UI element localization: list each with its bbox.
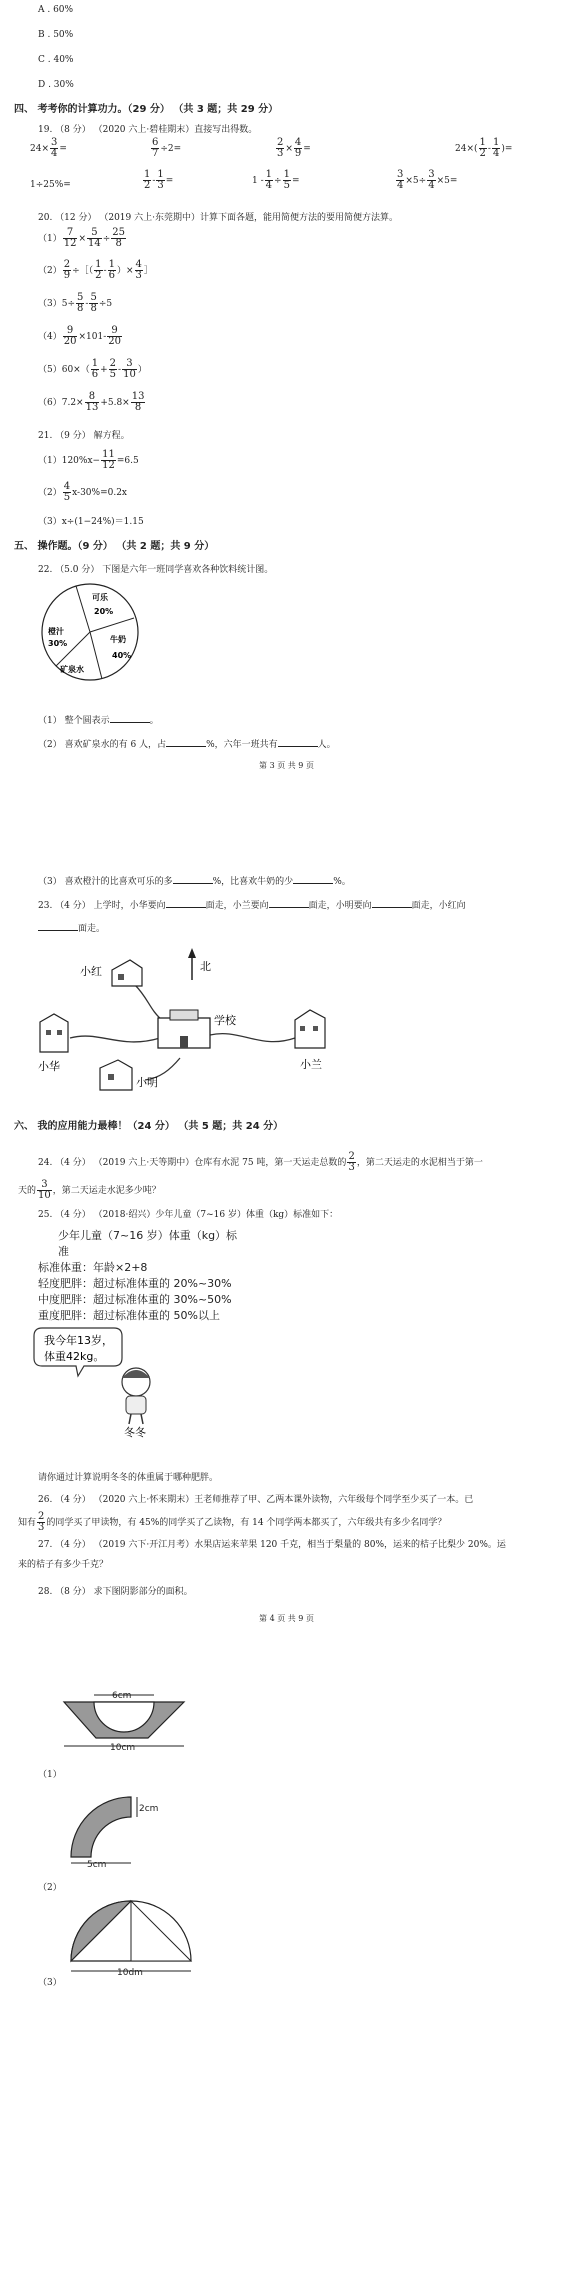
pie-label-milk: 牛奶: [110, 635, 126, 644]
figure-2-bottom-label: 5cm: [87, 1860, 107, 1870]
q21-item-3: （3）x÷(1−24%)＝1.15: [38, 517, 144, 527]
window: [300, 1026, 305, 1031]
section-6-title: 六、 我的应用能力最棒！（24 分） （共 5 题；共 24 分）: [14, 1121, 284, 1132]
q20-item-3: （3）5÷ $\frac{5}{8}$ - $\frac{5}{8}$ ÷5: [38, 292, 113, 314]
child-leg: [141, 1414, 143, 1424]
weight-table-row: 中度肥胖：超过标准体重的 30%~50%: [38, 1293, 232, 1306]
page-footer-4: 第 4 页 共 9 页: [259, 1614, 314, 1623]
q20-item-6: （6）7.2× $\frac{8}{13}$ +5.8× $\frac{13}{8}$: [38, 391, 145, 413]
bubble-line-1: 我今年13岁，: [44, 1334, 113, 1347]
pie-label-water: 矿泉水: [60, 665, 84, 674]
pie-label-cola-pct: 20%: [94, 607, 114, 616]
map-label-school: 学校: [214, 1014, 236, 1027]
q19-r1-a: 24× $\frac{3}{4}$ =: [30, 137, 67, 159]
q19-r2-d: $\frac{3}{4}$ ×5÷ $\frac{3}{4}$ ×5=: [397, 169, 458, 191]
q20-item-4: （4） $\frac{9}{20}$ ×101- $\frac{9}{20}$: [38, 325, 121, 347]
weight-table-row: 轻度肥胖：超过标准体重的 20%~30%: [38, 1277, 232, 1290]
q19-r1-d: 24×( $\frac{1}{2}$ - $\frac{1}{4}$ )=: [455, 137, 513, 159]
bubble-line-2: 体重42kg。: [44, 1350, 105, 1363]
pie-label-cola: 可乐: [92, 593, 108, 602]
figure-3-bottom-label: 10dm: [117, 1968, 143, 1978]
q26-line-2: 知有 $\frac{2}{3}$ 的同学买了甲读物，有 45%的同学买了乙读物，有 14 个同学两本都买了，六年级共有多少名同学？: [18, 1511, 447, 1533]
weight-table-row: 标准体重：年龄×2+8: [38, 1261, 148, 1274]
q20-item-2: （2） $\frac{2}{9}$ ÷［（ $\frac{1}{2}$ - $\frac{1}{6}$ ）× $\frac{4}{3}$ ］: [38, 259, 153, 281]
option-c: C . 40%: [38, 55, 74, 65]
child-leg: [129, 1414, 131, 1424]
figure-2-side-label: 2cm: [139, 1804, 159, 1814]
school-door: [180, 1036, 188, 1048]
window: [46, 1030, 51, 1035]
section-5-title: 五、 操作题。（9 分） （共 2 题；共 9 分）: [14, 541, 215, 552]
q20-item-5: （5）60×（ $\frac{1}{6}$ + $\frac{2}{5}$ - $\frac{3}{10}$ ）: [38, 358, 147, 380]
q23-line-2: 面走。: [38, 921, 105, 934]
window: [57, 1030, 62, 1035]
figure-1-label: （1）: [38, 1770, 62, 1780]
page-footer-3: 第 3 页 共 9 页: [259, 761, 314, 770]
q19-r2-a: 1÷25%=: [30, 180, 71, 190]
q26-line-1: 26. （4 分） （2020 六上·怀来期末）王老师推荐了甲、乙两本课外读物，六年级每个同学至少买了一本。已: [38, 1495, 474, 1505]
q22-sub-2: （2） 喜欢矿泉水的有 6 人，占 %，六年一班共有 人。: [38, 740, 336, 750]
q27-line-1: 27. （4 分） （2019 六下·开江月考）水果店运来苹果 120 千克，相当于梨量的 80%，运来的桔子比梨少 20%。运: [38, 1540, 506, 1550]
q19-r1-b: $\frac{6}{7}$ ÷2=: [152, 137, 182, 159]
child-name: 冬冬: [124, 1426, 146, 1439]
q21-item-1: （1）120%x− $\frac{11}{12}$ =6.5: [38, 449, 139, 471]
option-b: B . 50%: [38, 30, 74, 40]
q23-line-1: 23. （4 分） 上学时，小华要向 面走，小兰要向 面走，小明要向 面走，小红向: [38, 901, 466, 911]
weight-table-title: 少年儿童（7~16 岁）体重（kg）标准: [58, 1229, 238, 1258]
dongdong-illustration: [36, 1320, 196, 1440]
map-label-xiaoming: 小明: [136, 1076, 158, 1089]
figure-1-trapezoid: [60, 1690, 190, 1752]
road: [70, 1036, 160, 1042]
child-body: [126, 1396, 146, 1414]
q24-line-1: 24. （4 分） （2019 六上·天等期中）仓库有水泥 75 吨，第一天运走总数的 $\frac{2}{3}$ ，第二天运走的水泥相当于第一: [38, 1151, 483, 1173]
q21-item-2: （2） $\frac{4}{5}$ x-30%=0.2x: [38, 481, 128, 503]
weight-table-row: 重度肥胖：超过标准体重的 50%以上: [38, 1309, 220, 1322]
xiaohong-house: [112, 960, 142, 986]
school-map: [30, 940, 530, 1100]
map-label-xiaohong: 小红: [80, 965, 102, 978]
q22-head: 22. （5.0 分） 下图是六年一班同学喜欢各种饮料统计图。: [38, 565, 274, 575]
q27-line-2: 来的桔子有多少千克？: [18, 1560, 109, 1570]
figure-2-label: （2）: [38, 1883, 62, 1893]
q25-head: 25. （4 分） （2018·绍兴）少年儿童（7~16 岁）体重（kg）标准如下：: [38, 1210, 339, 1220]
weight-standard-table: [38, 1227, 238, 1323]
xiaohua-house: [40, 1014, 68, 1052]
q19-r2-b: $\frac{1}{2}$ - $\frac{1}{3}$ =: [144, 169, 174, 191]
option-a: A . 60%: [38, 5, 74, 15]
window: [313, 1026, 318, 1031]
beverage-pie-chart: [38, 580, 148, 690]
figure-2-quarter-ring: [65, 1787, 159, 1870]
xiaolan-house: [295, 1010, 325, 1048]
section-4-title: 四、 考考你的计算功力。（29 分） （共 3 题；共 29 分）: [14, 104, 279, 115]
figure-1-top-label: 6cm: [112, 1691, 132, 1701]
north-arrowhead-icon: [188, 948, 196, 958]
pie-label-juice: 橙汁: [48, 627, 64, 636]
window: [108, 1074, 114, 1080]
xiaoming-house: [100, 1060, 132, 1090]
map-label-xiaolan: 小兰: [300, 1058, 322, 1071]
pie-label-milk-pct: 40%: [112, 651, 132, 660]
q25-ask: 请你通过计算说明冬冬的体重属于哪种肥胖。: [38, 1473, 219, 1483]
map-label-north: 北: [200, 960, 211, 973]
q19-r2-c: 1 - $\frac{1}{4}$ ÷ $\frac{1}{5}$ =: [252, 169, 300, 191]
option-d: D . 30%: [38, 80, 74, 90]
road: [135, 985, 162, 1020]
school-roof: [170, 1010, 198, 1020]
road: [210, 1034, 295, 1042]
figure-3-semicircle: [65, 1893, 205, 1981]
figure-3-label: （3）: [38, 1978, 62, 1988]
shaded-region: [71, 1797, 131, 1857]
map-label-xiaohua: 小华: [38, 1060, 60, 1073]
q28-head: 28. （8 分） 求下图阴影部分的面积。: [38, 1587, 193, 1597]
q20-item-1: （1） $\frac{7}{12}$ × $\frac{5}{14}$ ÷ $\frac{25}{8}$: [38, 227, 126, 249]
q24-line-2: 天的 $\frac{3}{10}$ ，第二天运走水泥多少吨？: [18, 1179, 161, 1201]
q19-r1-c: $\frac{2}{3}$ × $\frac{4}{9}$ =: [277, 137, 311, 159]
window: [118, 974, 124, 980]
pie-label-juice-pct: 30%: [48, 639, 68, 648]
q22-sub-1: （1） 整个圆表示 。: [38, 716, 159, 726]
q19-head: 19. （8 分） （2020 六上·碧桂期末）直接写出得数。: [38, 125, 258, 135]
figure-1-bottom-label: 10cm: [110, 1743, 136, 1753]
q21-head: 21. （9 分） 解方程。: [38, 431, 130, 441]
q22-sub-3: （3） 喜欢橙汁的比喜欢可乐的多 %，比喜欢牛奶的少 %。: [38, 877, 351, 887]
q20-head: 20. （12 分） （2019 六上·东莞期中）计算下面各题，能用简便方法的要用简便方法算。: [38, 213, 398, 223]
